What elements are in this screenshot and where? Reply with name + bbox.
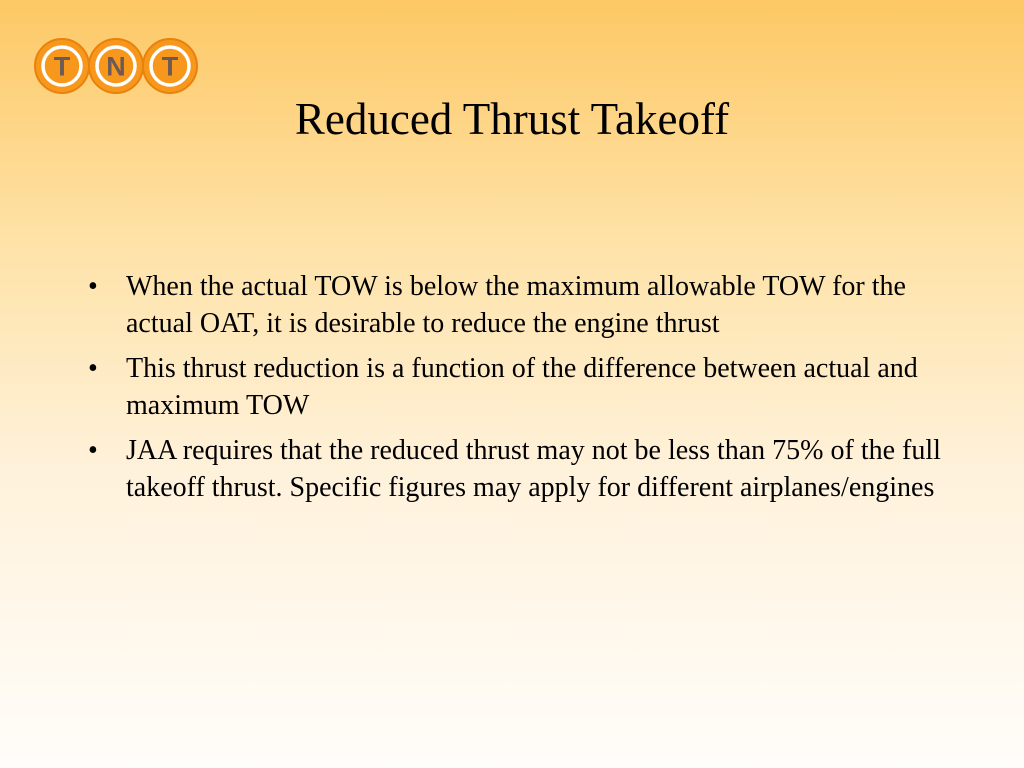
bullet-item — [88, 269, 948, 342]
tnt-logo — [33, 37, 199, 95]
bullet-dot-icon: • — [88, 435, 98, 466]
svg-text:T: T — [161, 51, 179, 82]
logo-letter-t1 — [35, 39, 89, 93]
bullet-text: This thrust reduction is a function of the difference between actual and maximum TOW — [126, 353, 918, 421]
logo-letter-t2 — [143, 39, 197, 93]
bullet-item — [88, 433, 948, 506]
bullet-dot-icon: • — [88, 353, 98, 384]
svg-text:T: T — [53, 51, 71, 82]
bullet-dot-icon: • — [88, 271, 98, 302]
slide-title: Reduced Thrust Takeoff — [294, 94, 730, 144]
tnt-logo-graphic — [33, 37, 199, 95]
bullet-text: When the actual TOW is below the maximum allowable TOW for the actual OAT, it is desirable to reduce the engine thrust — [126, 271, 906, 339]
bullet-text: JAA requires that the reduced thrust may not be less than 75% of the full takeoff thrust. Specific figures may apply for different airplanes/engines — [126, 435, 941, 503]
bullet-list — [88, 269, 948, 515]
bullet-item — [88, 351, 948, 424]
svg-text:N: N — [106, 51, 126, 82]
logo-letter-n — [89, 39, 143, 93]
